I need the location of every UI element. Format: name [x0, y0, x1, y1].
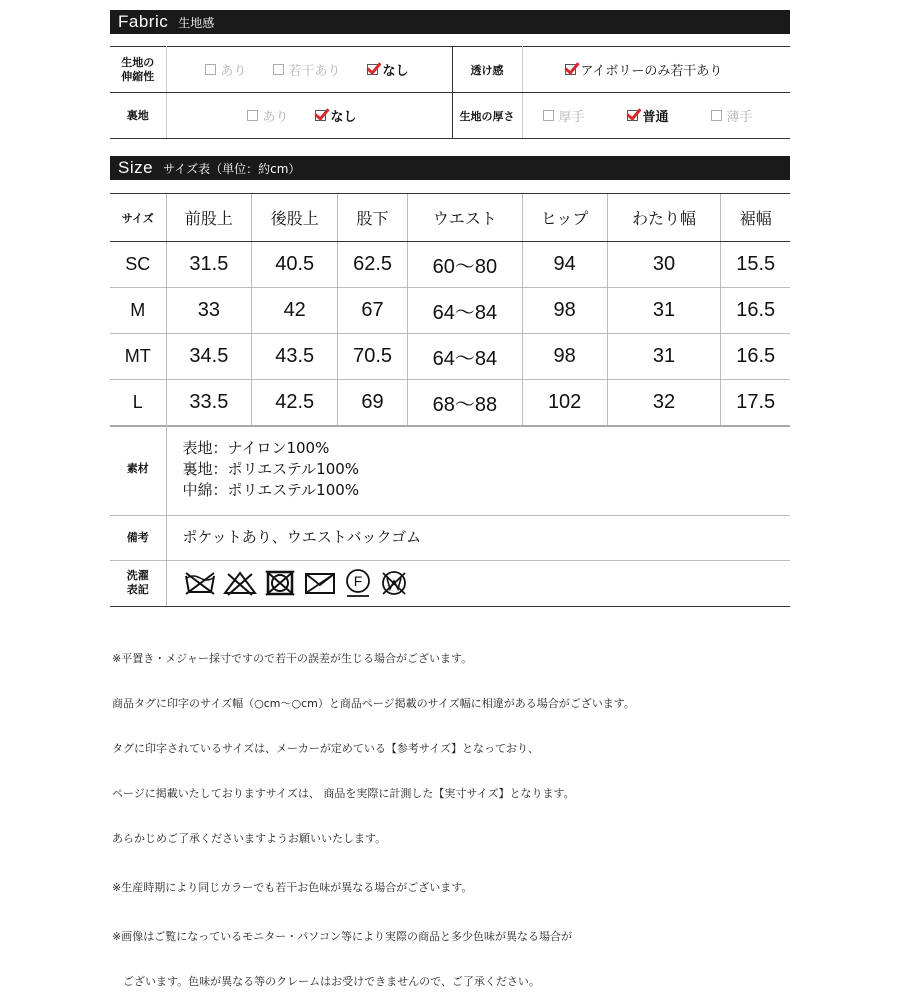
- table-row: MT 34.5 43.5 70.5 64〜84 98 31 16.5: [110, 334, 790, 380]
- stretch-label: 生地の 伸縮性: [110, 47, 166, 93]
- fabric-section-header: [110, 10, 790, 34]
- checkbox-icon: [711, 110, 722, 121]
- table-row: M 33 42 67 64〜84 98 31 16.5: [110, 288, 790, 334]
- checked-checkbox-icon: [315, 110, 326, 121]
- material-value: 表地：ナイロン100% 裏地：ポリエステル100% 中綿：ポリエステル100%: [166, 424, 790, 515]
- stretch-option-nashi: なし: [367, 60, 409, 79]
- no-bleach-icon: [223, 570, 257, 596]
- care-symbols: [183, 568, 791, 598]
- size-section-header: [110, 156, 790, 180]
- note-line: ※平置き・メジャー採寸ですので若干の誤差が生じる場合がございます。: [112, 652, 473, 665]
- fabric-title: Fabric: [118, 12, 169, 31]
- checked-checkbox-icon: [367, 64, 378, 75]
- no-tumble-dry-icon: [263, 570, 297, 596]
- dry-clean-f-icon: [343, 568, 373, 598]
- thickness-option-futsuu: 普通: [627, 106, 669, 125]
- lining-option-ari: あり: [247, 106, 289, 125]
- checkbox-icon: [543, 110, 554, 121]
- note-line: ございます。色味が異なる等のクレームはお受けできませんので、ご了承ください。: [112, 975, 540, 988]
- checkbox-icon: [205, 64, 216, 75]
- table-row: SC 31.5 40.5 62.5 60〜80 94 30 15.5: [110, 242, 790, 288]
- checkbox-icon: [273, 64, 284, 75]
- no-wet-clean-icon: [379, 569, 409, 597]
- size-subtitle: サイズ表（単位：約cm）: [163, 161, 301, 176]
- care-row: [110, 560, 790, 606]
- note-line: タグに印字されているサイズは、メーカーが定めている【参考サイズ】となっており、: [112, 742, 540, 755]
- size-table: [110, 193, 790, 427]
- size-title: Size: [118, 158, 154, 177]
- lining-label: 裏地: [110, 93, 166, 139]
- lining-options: [247, 106, 452, 125]
- fabric-table: [110, 46, 790, 139]
- transparency-label: 透け感: [452, 47, 522, 93]
- note-line: あらかじめご了承くださいますようお願いいたします。: [112, 832, 387, 845]
- checked-checkbox-icon: [565, 64, 576, 75]
- checkbox-icon: [247, 110, 258, 121]
- table-row: L 33.5 42.5 69 68〜88 102 32 17.5: [110, 380, 790, 426]
- care-label: 洗濯 表記: [110, 560, 166, 606]
- thickness-options: [543, 106, 791, 125]
- note-line: 商品タグに印字のサイズ幅（○cm〜○cm）と商品ページ掲載のサイズ幅に相違がある場合がございます。: [112, 697, 635, 710]
- note-line: ページに掲載いたしておりますサイズは、 商品を実際に計測した【実寸サイズ】となります。: [112, 787, 575, 800]
- note-line: ※生産時期により同じカラーでも若干お色味が異なる場合がございます。: [112, 881, 473, 894]
- material-label: 素材: [110, 424, 166, 515]
- material-row: [110, 424, 790, 515]
- remarks-value: ポケットあり、ウエストバックゴム: [166, 515, 790, 560]
- stretch-option-ari: あり: [205, 60, 247, 79]
- thickness-label: 生地の厚さ: [452, 93, 522, 139]
- lining-option-nashi: なし: [315, 106, 357, 125]
- svg-text:F: F: [353, 573, 362, 589]
- no-wash-icon: [183, 570, 217, 596]
- thickness-option-atsude: 厚手: [543, 106, 585, 125]
- line-dry-shade-icon: [303, 570, 337, 596]
- fabric-subtitle: 生地感: [178, 15, 215, 30]
- stretch-option-jakkan: 若干あり: [273, 60, 341, 79]
- checked-checkbox-icon: [627, 110, 638, 121]
- note-line: ※画像はご覧になっているモニター・パソコン等により実際の商品と多少色味が異なる場合が: [112, 930, 572, 943]
- transparency-value: アイボリーのみ若干あり: [565, 60, 723, 79]
- size-table-header: サイズ 前股上 後股上 股下 ウエスト ヒップ わたり幅 裾幅: [110, 194, 790, 242]
- remarks-row: [110, 515, 790, 560]
- stretch-options: [205, 60, 452, 79]
- thickness-option-usude: 薄手: [711, 106, 753, 125]
- remarks-label: 備考: [110, 515, 166, 560]
- notes: [112, 621, 635, 1004]
- product-info-table: [110, 424, 790, 607]
